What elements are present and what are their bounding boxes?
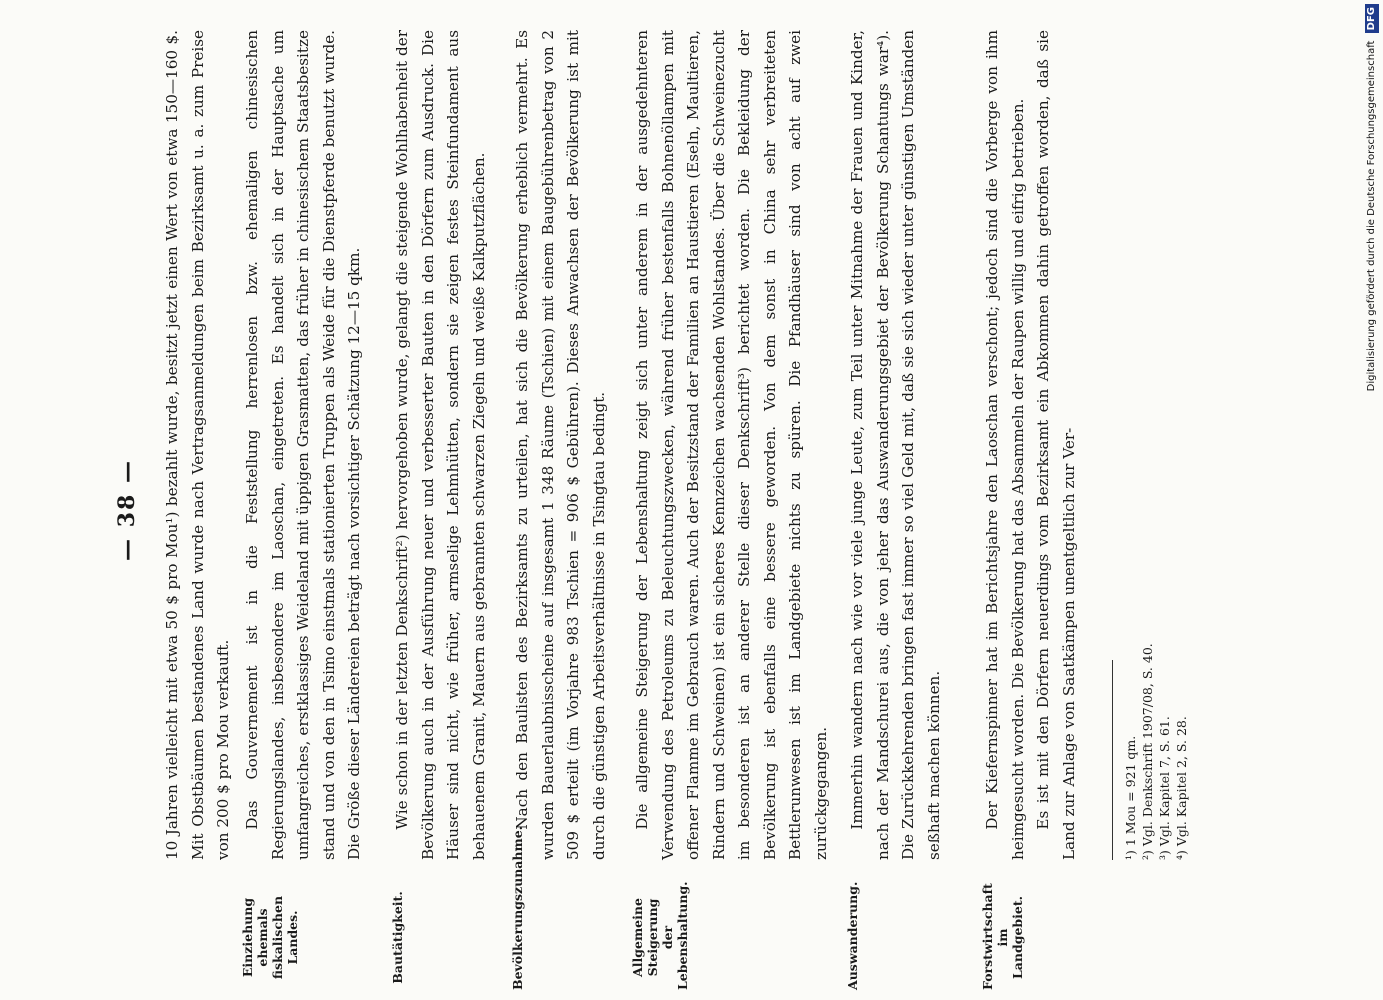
- margin-label: Auswanderung.: [845, 881, 860, 990]
- footnote: ¹) 1 Mou = 921 qm.: [1123, 735, 1138, 860]
- section-text: [845, 30, 947, 860]
- paragraph: Es ist mit den Dörfern neuerdings vom Bezirksamt ein Abkommen dahin getroffen worden, daß sie Land zur Anlage von Saatkämpen unentgeltlich zur Ver-: [1034, 30, 1078, 860]
- dfg-logo: DFG: [1365, 4, 1379, 33]
- section-text: [160, 30, 237, 860]
- section-text: [630, 30, 834, 860]
- page-number: — 38 —: [114, 459, 140, 561]
- digitization-credit: [1362, 4, 1382, 996]
- footnote-divider: [1112, 660, 1113, 860]
- section-text: [240, 30, 368, 860]
- section-text: [980, 30, 1082, 860]
- paragraph: Die allgemeine Steigerung der Lebenshaltung zeigt sich unter anderem in der ausgedehnteren Verwendung des Petroleums zu Beleuchtungszwecken, während früher bestenfalls Bohnenöllampen mit offener Flamme im Gebrauch waren. Auch der Besitzstand der Familien an Haustieren (Eseln, Maultieren, Rindern und Schweinen) ist ein sicheres Kennzeichen wachsenden Wohlstandes. Über die Schweinezucht im besonderen ist an anderer Stelle dieser Denkschrift³) berichtet worden. Die Bekleidung der Bevölkerung ist ebenfalls eine bessere geworden. Von dem sonst in China sehr verbreiteten Bettlerunwesen ist im Landgebiete nichts zu spüren. Die Pfandhäuser sind von acht auf zwei zurückgegangen.: [633, 30, 830, 860]
- digitization-sidebar: [1362, 4, 1382, 996]
- footnote: ²) Vgl. Denkschrift 1907/08, S. 40.: [1140, 643, 1155, 860]
- section-text: [510, 30, 612, 860]
- paragraph: Der Kiefernspinner hat im Berichtsjahre den Laoschan verschont; jedoch sind die Vorberge von ihm heimgesucht worden. Die Bevölkerung hat das Absammeln der Raupen willig und eifrig betrieben.: [983, 30, 1027, 860]
- margin-label: Bautätigkeit.: [390, 891, 405, 984]
- margin-label: Einziehung ehemals fiskalischen Landes.: [240, 895, 300, 980]
- margin-label: Allgemeine Steigerung der Lebenshaltung.: [630, 881, 690, 990]
- footnotes: [1122, 30, 1190, 860]
- rotated-document-page: [100, 30, 1280, 990]
- margin-label: Forstwirtschaft im Landgebiet.: [980, 883, 1025, 990]
- paragraph: Wie schon in der letzten Denkschrift²) hervorgehoben wurde, gelangt die steigende Wohlhabenheit der Bevölkerung auch in der Ausführung neuer und verbesserter Bauten in den Dörfern zum Ausdruck. Die Häuser sind nicht, wie früher, armselige Lehmhütten, sondern sie zeigen festes Steinfundament aus behauenem Granit, Mauern aus gebrannten schwarzen Ziegeln und weiße Kalkputzflächen.: [393, 30, 488, 860]
- paragraph: Das Gouvernement ist in die Feststellung herrenlosen bzw. ehemaligen chinesischen Regierungslandes, insbesondere im Laoschan, eingetreten. Es handelt sich in der Hauptsache um umfangreiches, erstklassiges Weideland mit üppigen Grasmatten, das früher in chinesischem Staatsbesitze stand und von den in Tsimo einstmals stationierten Truppen als Weide für die Dienstpferde benutzt wurde. Die Größe dieser Ländereien beträgt nach vorsichtiger Schätzung 12—15 qkm.: [243, 30, 363, 860]
- margin-label: Bevölkerungszunahme.: [510, 825, 525, 990]
- paragraph: Nach den Baulisten des Bezirksamts zu urteilen, hat sich die Bevölkerung erheblich vermehrt. Es wurden Bauerlaubnisscheine auf insgesamt 1 348 Räume (Tschien) mit einem Baugebührenbetrag von 2 509 $ erteilt (im Vorjahre 983 Tschien = 906 $ Gebühren). Dieses Anwachsen der Bevölkerung ist mit durch die günstigen Arbeitsverhältnisse in Tsingtau bedingt.: [513, 30, 608, 860]
- footnote: ³) Vgl. Kapitel 7, S. 61.: [1157, 716, 1172, 860]
- section-text: [390, 30, 492, 860]
- footnote: ⁴) Vgl. Kapitel 2, S. 28.: [1174, 716, 1189, 860]
- paragraph: 10 Jahren vielleicht mit etwa 50 $ pro Mou¹) bezahlt wurde, besitzt jetzt einen Wert von etwa 150—160 $. Mit Obstbäumen bestandenes Land wurde nach Vertragsanmeldungen beim Bezirksamt u. a. zum Preise von 200 $ pro Mou verkauft.: [163, 30, 232, 860]
- credit-text: Digitalisierung gefördert durch die Deutsche Forschungsgemeinschaft: [1366, 40, 1377, 392]
- paragraph: Immerhin wandern nach wie vor viele junge Leute, zum Teil unter Mitnahme der Frauen und Kinder, nach der Mandschurei aus, die von jeher das Auswanderungsgebiet der Bevölkerung Schantungs war⁴). Die Zurückkehrenden bringen fast immer so viel Geld mit, daß sie sich wieder unter günstigen Umständen seßhaft machen können.: [848, 30, 943, 860]
